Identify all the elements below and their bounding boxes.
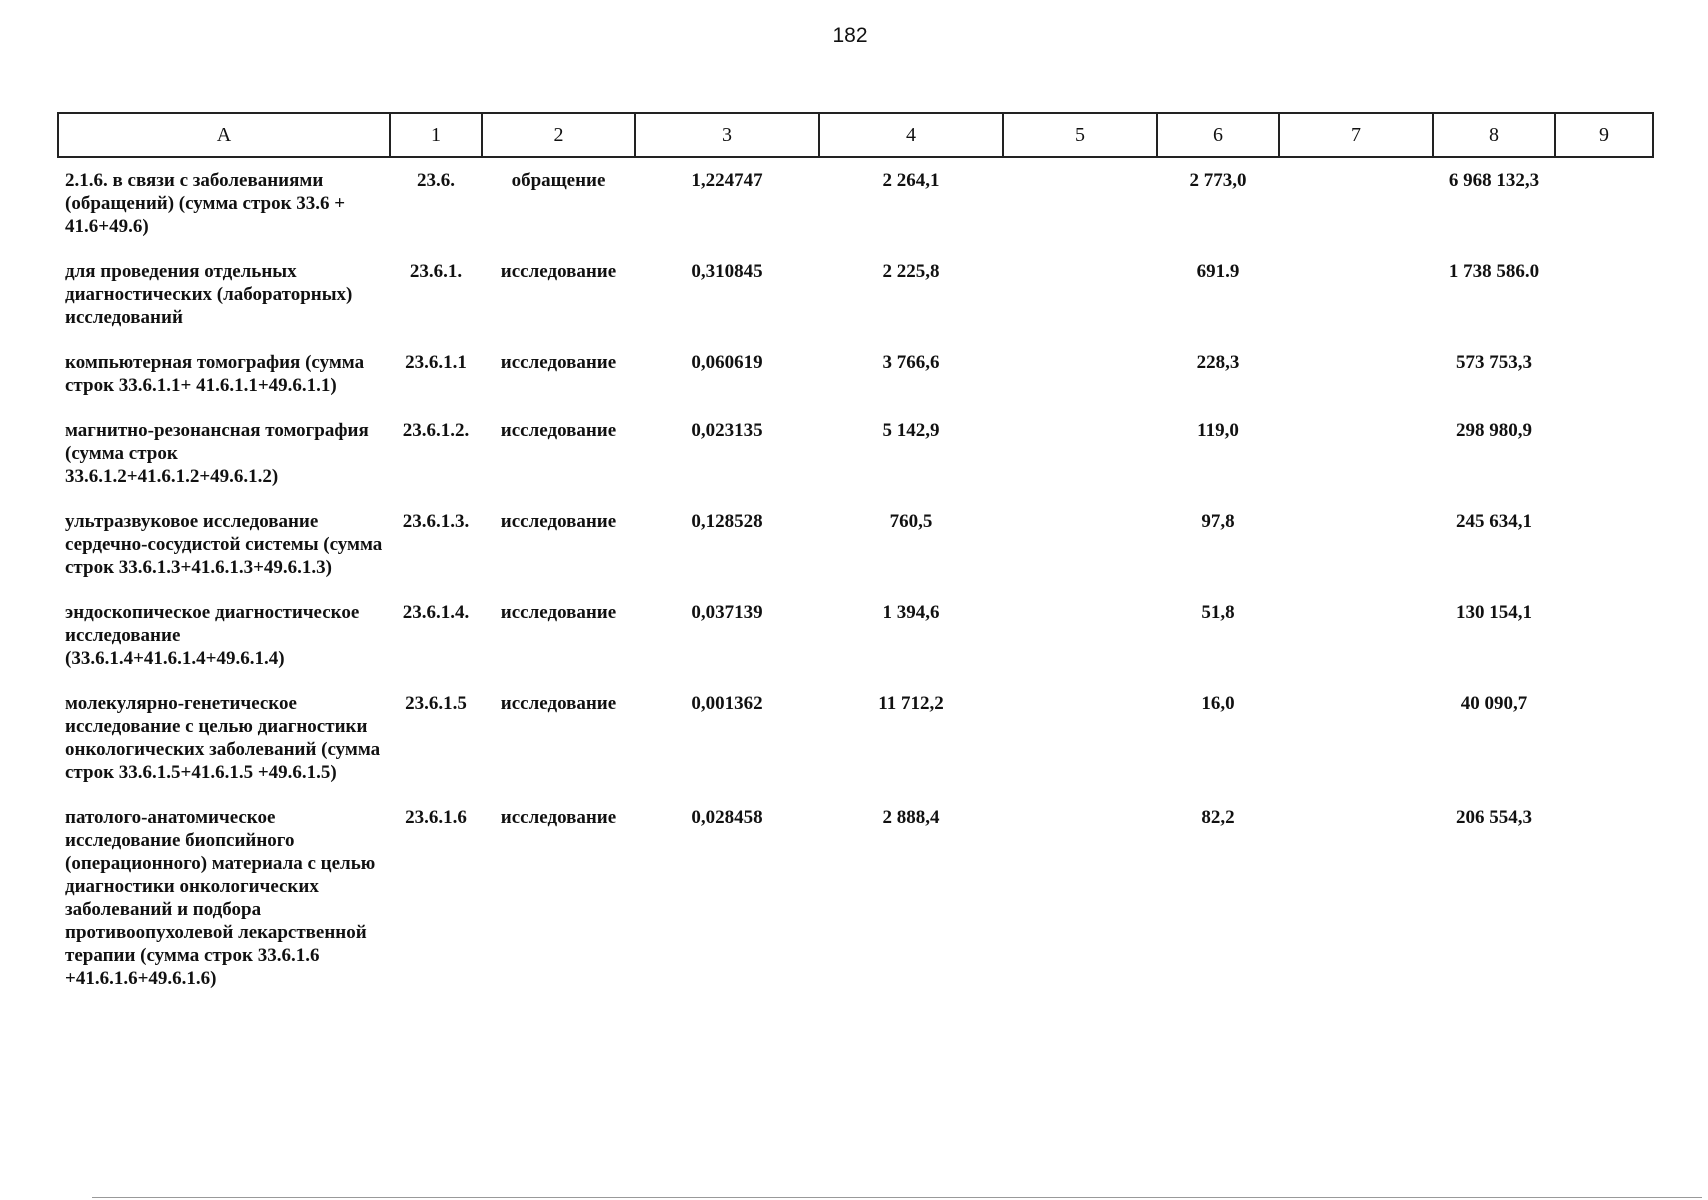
- row-name: для проведения отдельных диагностических (лабораторных) исследований: [65, 261, 353, 328]
- row-col4: 11 712,2: [878, 693, 944, 714]
- row-col4: 1 394,6: [882, 602, 940, 623]
- row-col6: 97,8: [1201, 511, 1235, 532]
- row-col3: 0,060619: [691, 352, 763, 373]
- row-col5: [1003, 601, 1157, 692]
- row-col7: [1279, 806, 1433, 990]
- row-col4: 5 142,9: [882, 420, 940, 441]
- row-col4: 2 888,4: [882, 807, 940, 828]
- row-col9: [1555, 806, 1653, 990]
- row-col5: [1003, 510, 1157, 601]
- table-row: [58, 419, 1653, 510]
- row-col7: [1279, 351, 1433, 419]
- row-code: 23.6.: [417, 170, 455, 191]
- row-col3: 1,224747: [691, 170, 763, 191]
- row-col7: [1279, 169, 1433, 260]
- row-col6: 2 773,0: [1189, 170, 1247, 191]
- row-unit: исследование: [500, 352, 617, 373]
- row-col9: [1555, 260, 1653, 351]
- row-col8: 245 634,1: [1456, 511, 1532, 532]
- row-name: ультразвуковое исследование сердечно-сосудистой системы (сумма строк 33.6.1.3+41.6.1.3+49.6.1.3): [65, 511, 383, 578]
- row-col9: [1555, 510, 1653, 601]
- row-col3: 0,001362: [691, 693, 763, 714]
- row-col5: [1003, 351, 1157, 419]
- row-name: патолого-анатомическое исследование биопсийного (операционного) материала с целью диагностики онкологических заболеваний и подбора противоопухолевой лекарственной терапии (сумма строк 33.6.1.6 +41.6.1.6+49.6.1.6): [65, 807, 376, 989]
- row-col8: 130 154,1: [1456, 602, 1532, 623]
- row-col6: 16,0: [1201, 693, 1235, 714]
- header-cell-6: 6: [1157, 113, 1279, 157]
- row-col7: [1279, 692, 1433, 806]
- row-unit: исследование: [500, 261, 617, 282]
- row-code: 23.6.1.: [409, 261, 463, 282]
- header-cell-9: 9: [1555, 113, 1653, 157]
- row-code: 23.6.1.5: [405, 693, 467, 714]
- row-name: молекулярно-генетическое исследование с целью диагностики онкологических заболеваний (сумма строк 33.6.1.5+41.6.1.5 +49.6.1.5): [65, 693, 381, 783]
- row-col8: 573 753,3: [1456, 352, 1532, 373]
- row-col5: [1003, 692, 1157, 806]
- table-header: [58, 113, 1653, 157]
- row-code: 23.6.1.3.: [402, 511, 470, 532]
- row-col6: 51,8: [1201, 602, 1235, 623]
- row-unit: исследование: [500, 511, 617, 532]
- header-cell-7: 7: [1279, 113, 1433, 157]
- row-col8: 206 554,3: [1456, 807, 1532, 828]
- header-cell-8: 8: [1433, 113, 1555, 157]
- row-col5: [1003, 169, 1157, 260]
- table-row: [58, 601, 1653, 692]
- row-col7: [1279, 601, 1433, 692]
- table-row: [58, 169, 1653, 260]
- row-col6: 691.9: [1196, 261, 1240, 282]
- row-col4: 760,5: [889, 511, 933, 532]
- row-col4: 3 766,6: [882, 352, 940, 373]
- row-col5: [1003, 419, 1157, 510]
- row-code: 23.6.1.2.: [402, 420, 470, 441]
- row-col8: 298 980,9: [1456, 420, 1532, 441]
- row-col8: 1 738 586.0: [1448, 261, 1540, 282]
- row-col7: [1279, 419, 1433, 510]
- row-code: 23.6.1.1: [405, 352, 467, 373]
- table-row: [58, 692, 1653, 806]
- table-body: [58, 157, 1653, 990]
- row-col3: 0,128528: [691, 511, 763, 532]
- table-row: [58, 351, 1653, 419]
- row-unit: обращение: [511, 170, 606, 191]
- header-cell-2: 2: [482, 113, 635, 157]
- row-col6: 119,0: [1197, 420, 1239, 441]
- header-cell-a: А: [58, 113, 390, 157]
- row-unit: исследование: [500, 420, 617, 441]
- header-cell-1: 1: [390, 113, 482, 157]
- row-col3: 0,028458: [691, 807, 763, 828]
- row-code: 23.6.1.6: [405, 807, 467, 828]
- row-col9: [1555, 601, 1653, 692]
- header-row: [58, 113, 1653, 157]
- row-code: 23.6.1.4.: [402, 602, 470, 623]
- row-col5: [1003, 806, 1157, 990]
- header-cell-4: 4: [819, 113, 1003, 157]
- table-row: [58, 260, 1653, 351]
- table-row: [58, 806, 1653, 990]
- row-unit: исследование: [500, 693, 617, 714]
- row-col9: [1555, 351, 1653, 419]
- row-unit: исследование: [500, 807, 617, 828]
- row-col3: 0,023135: [691, 420, 763, 441]
- table-row: [58, 510, 1653, 601]
- bottom-rule: [92, 1197, 1702, 1198]
- row-col9: [1555, 419, 1653, 510]
- row-col3: 0,037139: [691, 602, 763, 623]
- row-col7: [1279, 510, 1433, 601]
- row-name: компьютерная томография (сумма строк 33.6.1.1+ 41.6.1.1+49.6.1.1): [65, 352, 365, 396]
- row-col8: 6 968 132,3: [1448, 170, 1540, 191]
- header-cell-5: 5: [1003, 113, 1157, 157]
- row-col7: [1279, 260, 1433, 351]
- page-number: 182: [832, 24, 868, 47]
- row-col9: [1555, 692, 1653, 806]
- data-table: [57, 112, 1654, 990]
- row-col5: [1003, 260, 1157, 351]
- row-col9: [1555, 169, 1653, 260]
- header-cell-3: 3: [635, 113, 819, 157]
- row-col3: 0,310845: [691, 261, 763, 282]
- row-col8: 40 090,7: [1460, 693, 1528, 714]
- row-name: эндоскопическое диагностическое исследование (33.6.1.4+41.6.1.4+49.6.1.4): [65, 602, 360, 669]
- row-col4: 2 264,1: [882, 170, 940, 191]
- row-name: 2.1.6. в связи с заболеваниями (обращений) (сумма строк 33.6 + 41.6+49.6): [65, 170, 346, 237]
- row-unit: исследование: [500, 602, 617, 623]
- row-col4: 2 225,8: [882, 261, 940, 282]
- row-col6: 228,3: [1196, 352, 1240, 373]
- row-col6: 82,2: [1201, 807, 1235, 828]
- row-name: магнитно-резонансная томография (сумма строк 33.6.1.2+41.6.1.2+49.6.1.2): [65, 420, 369, 487]
